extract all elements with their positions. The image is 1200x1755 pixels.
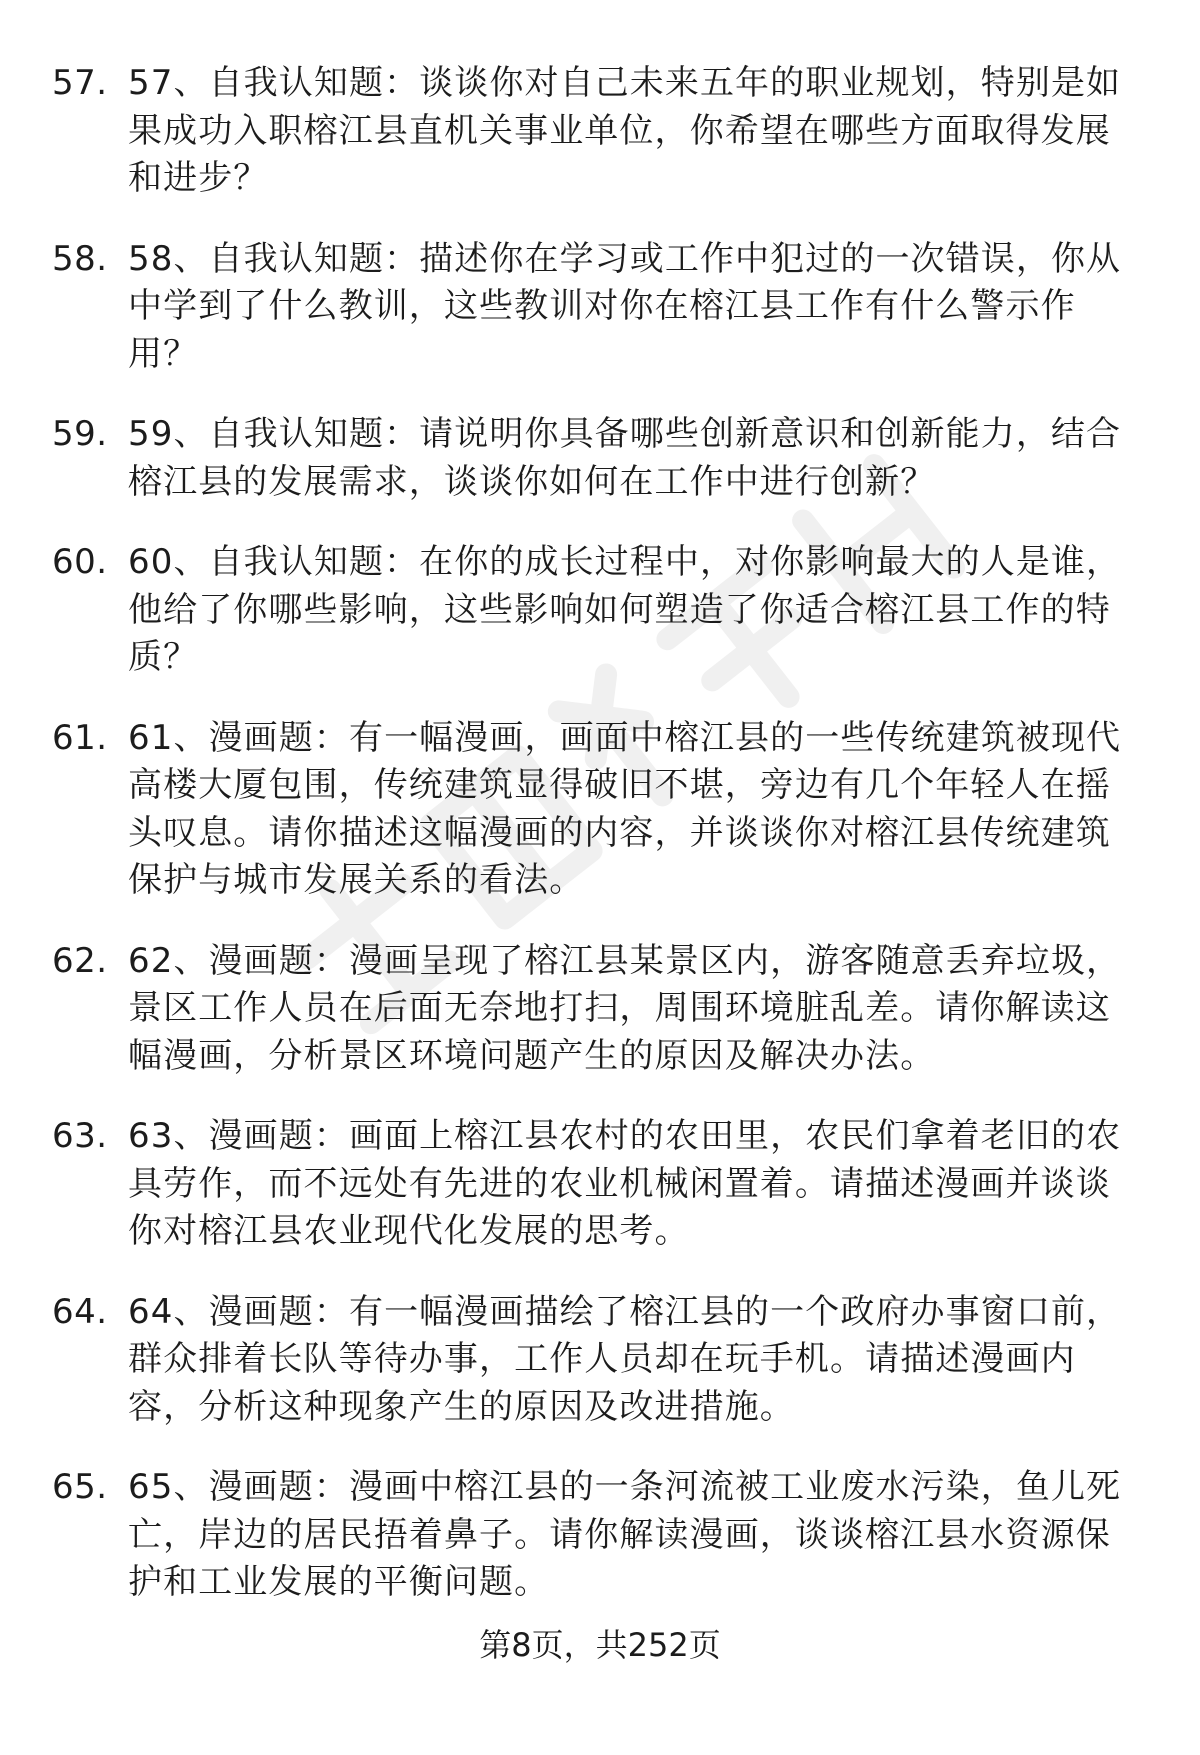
question-text: 63、漫画题：画面上榕江县农村的农田里，农民们拿着老旧的农具劳作，而不远处有先进的农业机械闲置着。请描述漫画并谈谈你对榕江县农业现代化发展的思考。 xyxy=(128,1116,1122,1251)
question-text: 57、自我认知题：谈谈你对自己未来五年的职业规划，特别是如果成功入职榕江县直机关事业单位，你希望在哪些方面取得发展和进步？ xyxy=(128,63,1122,198)
question-number: 62. xyxy=(52,940,108,981)
question-item xyxy=(0,938,1200,1081)
question-item xyxy=(0,236,1200,379)
question-list xyxy=(0,60,1200,1640)
question-text: 59、自我认知题：请说明你具备哪些创新意识和创新能力，结合榕江县的发展需求，谈谈你如何在工作中进行创新？ xyxy=(128,414,1122,502)
question-text: 65、漫画题：漫画中榕江县的一条河流被工业废水污染，鱼儿死亡，岸边的居民捂着鼻子。请你解读漫画，谈谈榕江县水资源保护和工业发展的平衡问题。 xyxy=(128,1467,1122,1602)
question-number: 61. xyxy=(52,717,108,758)
question-item xyxy=(0,715,1200,905)
question-item xyxy=(0,1289,1200,1432)
question-item xyxy=(0,60,1200,203)
page-footer xyxy=(0,1625,1200,1665)
question-item xyxy=(0,539,1200,682)
question-number: 57. xyxy=(52,63,108,103)
question-item xyxy=(0,411,1200,506)
question-text: 62、漫画题：漫画呈现了榕江县某景区内，游客随意丢弃垃圾，景区工作人员在后面无奈地打扫，周围环境脏乱差。请你解读这幅漫画，分析景区环境问题产生的原因及解决办法。 xyxy=(128,940,1122,1076)
question-text: 60、自我认知题：在你的成长过程中，对你影响最大的人是谁，他给了你哪些影响，这些影响如何塑造了你适合榕江县工作的特质？ xyxy=(128,542,1122,677)
question-number: 65. xyxy=(52,1467,108,1507)
question-number: 60. xyxy=(52,542,108,582)
question-number: 58. xyxy=(52,238,108,279)
question-text: 64、漫画题：有一幅漫画描绘了榕江县的一个政府办事窗口前，群众排着长队等待办事，工作人员却在玩手机。请描述漫画内容，分析这种现象产生的原因及改进措施。 xyxy=(128,1291,1122,1427)
question-number: 63. xyxy=(52,1116,108,1156)
question-text: 58、自我认知题：描述你在学习或工作中犯过的一次错误，你从中学到了什么教训，这些教训对你在榕江县工作有什么警示作用？ xyxy=(128,238,1122,374)
question-text: 61、漫画题：有一幅漫画，画面中榕江县的一些传统建筑被现代高楼大厦包围，传统建筑显得破旧不堪，旁边有几个年轻人在摇头叹息。请你描述这幅漫画的内容，并谈谈你对榕江县传统建筑保护与城市发展关系的看法。 xyxy=(128,717,1122,900)
question-item xyxy=(0,1464,1200,1607)
question-item xyxy=(0,1113,1200,1256)
question-number: 64. xyxy=(52,1291,108,1332)
page-number-label: 第8页，共252页 xyxy=(479,1626,721,1664)
question-number: 59. xyxy=(52,414,108,454)
